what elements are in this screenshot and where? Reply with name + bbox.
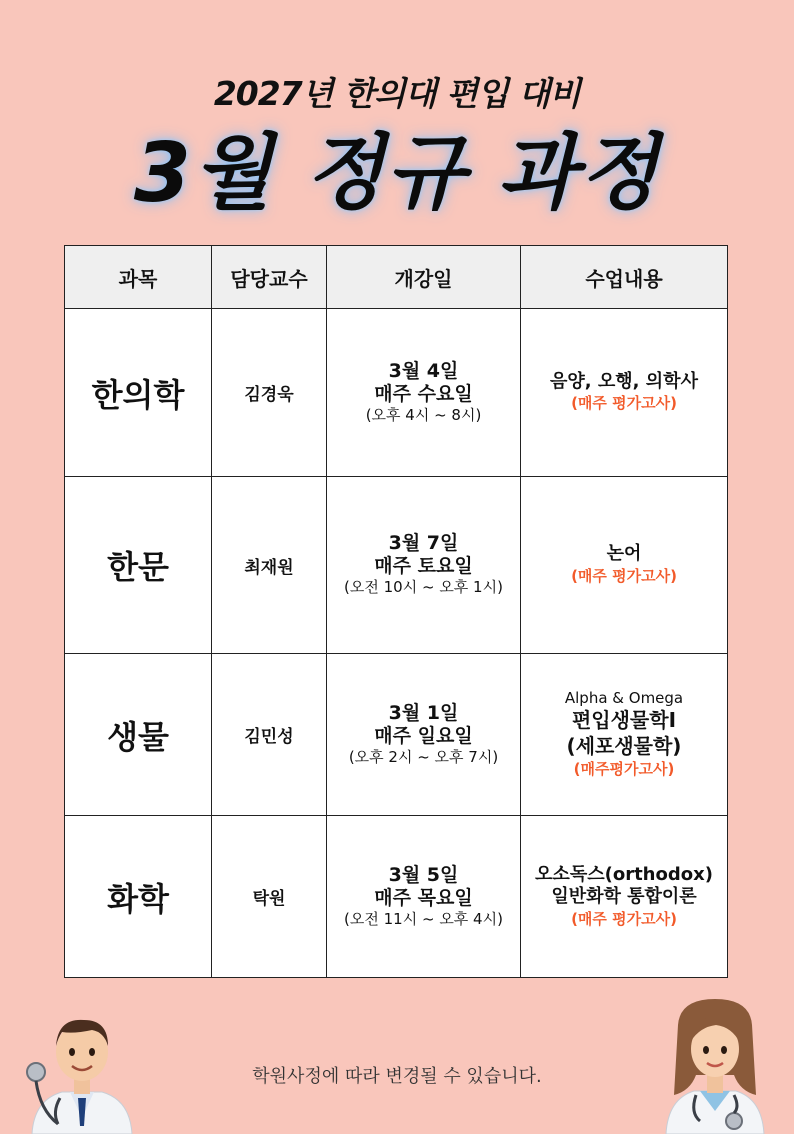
table-row — [65, 477, 728, 654]
date-cell — [327, 309, 521, 477]
start-date: 3월 7일 — [388, 532, 459, 555]
weekday: 매주 토요일 — [374, 555, 473, 578]
professor-cell: 탁원 — [212, 816, 327, 978]
content-line: 일반화학 통합이론 — [551, 886, 697, 907]
column-header: 개강일 — [327, 246, 521, 309]
start-date: 3월 1일 — [388, 701, 459, 724]
footer-notice: 학원사정에 따라 변경될 수 있습니다. — [252, 1066, 542, 1087]
content-line: 음양, 오행, 의학사 — [550, 370, 698, 392]
column-header: 담당교수 — [212, 246, 327, 309]
eval-note: (매주 평가고사) — [571, 909, 677, 928]
table-row — [65, 309, 728, 477]
table-row — [65, 816, 728, 978]
date-cell — [327, 654, 521, 816]
table-row — [65, 654, 728, 816]
page-title: 3월 정규 과정 — [133, 126, 661, 221]
subject-cell: 한의학 — [65, 309, 212, 477]
class-time: (오전 10시 ~ 오후 1시) — [344, 578, 503, 597]
content-line: (세포생물학) — [566, 734, 682, 759]
class-time: (오후 2시 ~ 오후 7시) — [348, 747, 499, 766]
date-cell — [327, 816, 521, 978]
table-header-row — [65, 246, 728, 309]
subject-cell: 한문 — [65, 477, 212, 654]
content-cell — [521, 309, 728, 477]
column-header: 수업내용 — [521, 246, 728, 309]
subject-cell: 화학 — [65, 816, 212, 978]
professor-cell: 김민성 — [212, 654, 327, 816]
eval-note: (매주 평가고사) — [571, 566, 677, 585]
content-brand: Alpha & Omega — [564, 688, 684, 707]
male-doctor-icon — [22, 1000, 142, 1134]
start-date: 3월 4일 — [388, 359, 459, 382]
weekday: 매주 일요일 — [374, 724, 473, 747]
content-line: 논어 — [606, 543, 642, 565]
subtitle: 2027년 한의대 편입 대비 — [213, 74, 581, 113]
professor-cell: 최재원 — [212, 477, 327, 654]
start-date: 3월 5일 — [388, 863, 459, 886]
schedule-table — [64, 245, 728, 978]
content-cell — [521, 477, 728, 654]
weekday: 매주 목요일 — [374, 886, 473, 909]
eval-note: (매주 평가고사) — [571, 394, 677, 413]
content-cell — [521, 816, 728, 978]
class-time: (오전 11시 ~ 오후 4시) — [344, 909, 503, 928]
female-doctor-icon — [660, 995, 770, 1134]
content-line: 오소독스(orthodox) — [535, 863, 713, 885]
professor-cell: 김경욱 — [212, 309, 327, 477]
class-time: (오후 4시 ~ 8시) — [365, 405, 482, 424]
weekday: 매주 수요일 — [374, 382, 473, 405]
date-cell — [327, 477, 521, 654]
column-header: 과목 — [65, 246, 212, 309]
content-cell — [521, 654, 728, 816]
content-line: 편입생물학Ⅰ — [571, 708, 677, 733]
subject-cell: 생물 — [65, 654, 212, 816]
eval-note: (매주평가고사) — [573, 760, 675, 779]
